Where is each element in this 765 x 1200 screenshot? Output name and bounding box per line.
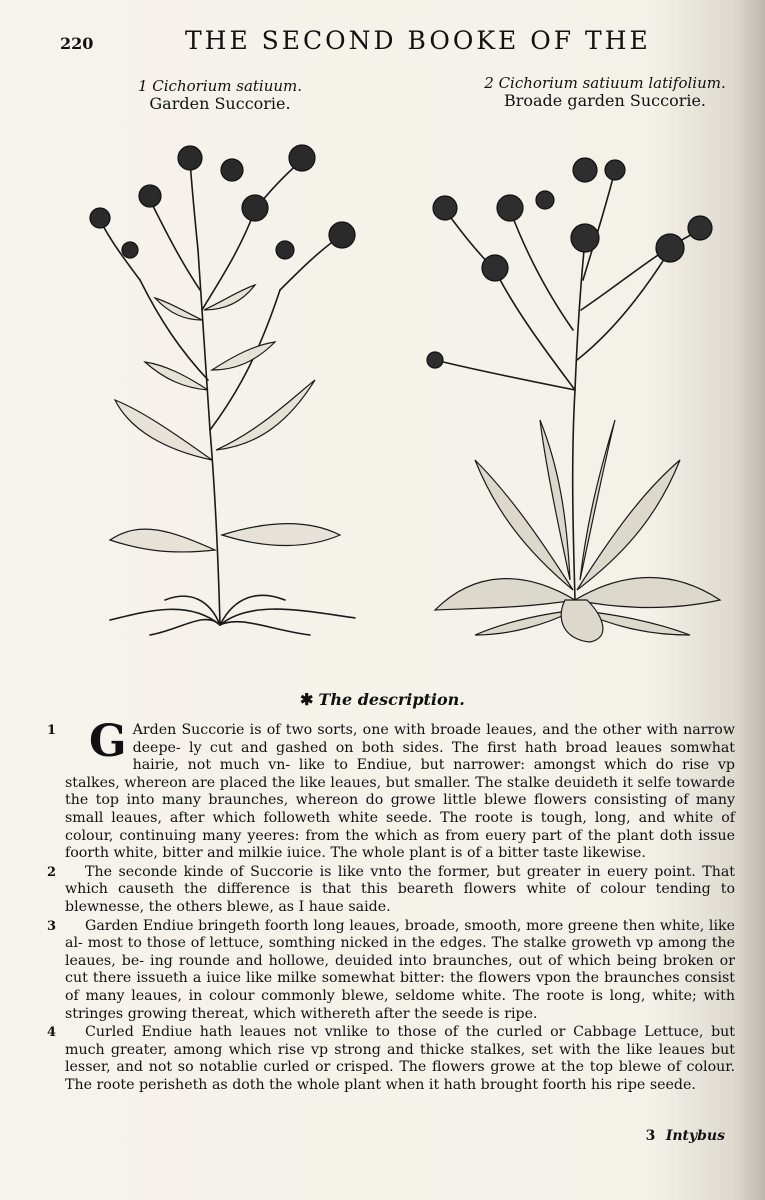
figure-2-caption — [480, 75, 730, 111]
catchword — [646, 1128, 725, 1144]
section-heading — [300, 690, 500, 709]
paragraph-1-text: Arden Succorie is of two sorts, one with broade leaues, and the other with narrow deepe- ly cut and gashed on both sides. The first hath broad leaues somwhat hairie, not much vn- like to Endiue, but narrower: amongst which do rise vp stalkes, whereon are placed the like leaues, but smaller. The stalke deuideth it selfe towarde the top into many braunches, whereon do growe little blewe flowers consisting of many small leaues, after which followeth white seede. The roote is tough, long, and white of colour, continuing many yeeres: from the which as from euery part of the plant doth issue foorth white, bitter and milkie iuice. The whole plant is of a bitter taste likewise. — [65, 722, 735, 862]
figure-2-number: 2 — [484, 74, 494, 92]
paragraph-4-text: Curled Endiue hath leaues not vnlike to those of the curled or Cabbage Lettuce, but much greater, among which rise vp strong and thicke stalkes, set with the like leaues but lesser, and not so notablie curled or crisped. The flowers growe at the top blewe of colour. The roote perisheth as doth the whole plant when it hath brought foorth his ripe seede. — [65, 1024, 735, 1093]
drop-cap-letter: G — [89, 716, 127, 767]
figure-2-english-name: Broade garden Succorie. — [503, 91, 707, 111]
figure-2-latin-name — [480, 75, 730, 92]
paragraph-3 — [47, 917, 735, 1024]
catchword-text: Intybus — [665, 1128, 725, 1144]
figure-1-latin-text: Cichorium satiuum. — [152, 77, 303, 95]
figure-1-english-name: Garden Succorie. — [149, 94, 291, 114]
figure-1-number: 1 — [137, 77, 148, 95]
figure-2-latin-text: Cichorium satiuum latifolium. — [498, 74, 726, 92]
page-header — [55, 24, 705, 54]
description-text — [47, 716, 735, 1094]
paragraph-1 — [47, 716, 735, 863]
paragraph-1-number: 1 — [47, 723, 57, 738]
asterisk-ornament-icon: ✱ — [300, 690, 314, 709]
paragraph-2-text: The seconde kinde of Succorie is like vnto the former, but greater in euery point. That which causeth the difference is that this beareth flowers white of colour tending to blewnesse, the others blewe, as I haue saide. — [65, 863, 735, 915]
paragraph-2-number: 2 — [47, 864, 57, 880]
paragraph-3-number: 3 — [47, 918, 57, 934]
paragraph-4 — [47, 1024, 735, 1094]
broade-garden-succorie-woodcut — [415, 130, 735, 650]
figure-1-caption — [110, 78, 330, 114]
garden-succorie-woodcut — [70, 130, 370, 640]
catchword-number: 3 — [645, 1128, 656, 1144]
running-head: THE SECOND BOOKE OF THE — [185, 26, 651, 55]
section-title-text: The description. — [318, 690, 465, 709]
paragraph-3-text: Garden Endiue bringeth foorth long leaues, broade, smooth, more greene then white, like al- most to those of lettuce, somthing nicked in the edges. The stalke groweth vp among the leaues, be- ing rounde and hollowe, deuided into braunches, out of which being broken or cut there issueth a iuice like milke somewhat bitter: the flowers vpon the braunches consist of many leaues, in colour commonly blewe, seldome white. The roote is long, white; with stringes growing thereat, which withereth after the seede is ripe. — [65, 917, 735, 1022]
page-number: 220 — [60, 34, 94, 53]
paragraph-2 — [47, 863, 735, 917]
paragraph-4-number: 4 — [47, 1025, 57, 1041]
figure-1-latin-name — [110, 78, 330, 95]
